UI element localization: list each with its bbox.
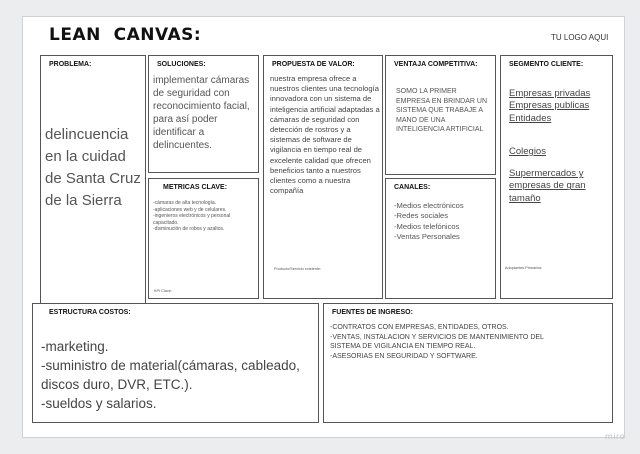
metricas-item: -disminución de robos y azaltos. (153, 226, 225, 232)
ventaja-box[interactable] (385, 55, 496, 175)
segmento-item: Empresas privadas (509, 88, 591, 99)
metricas-footer: KPI Clave: (154, 289, 172, 293)
segmento-group1 (509, 88, 613, 125)
canales-header: CANALES: (394, 184, 431, 191)
segmento-item: Empresas publicas (509, 100, 590, 112)
segmento-item-colegios: Colegios (509, 146, 546, 157)
ingresos-header: FUENTES DE INGRESO: (332, 309, 413, 316)
costos-item: -sueldos y salarios. (41, 396, 157, 411)
problema-header: PROBLEMA: (49, 61, 92, 68)
ingresos-item: -VENTAS, INSTALACION Y SERVICIOS DE MANTENIMIENTO DEL SISTEMA DE VIGILANCIA EN TIEMPO REAL. (330, 333, 544, 351)
metricas-item: -cámaras de alta tecnología. (153, 200, 217, 206)
propuesta-box[interactable] (263, 55, 383, 299)
propuesta-footer: Producto/Servicio existente: (274, 267, 322, 271)
segmento-item: Entidades (509, 112, 552, 124)
canales-list (394, 201, 494, 242)
costos-item: -marketing. (41, 339, 109, 354)
propuesta-text: nuestra empresa ofrece a nuestros clientes una tecnología innovadora con un sistema de inteligencia artificial adaptadas a cámaras de seguridad con detección de rostros y a sistemas de software de vigilancia en tiempo real de excelente calidad que ofrecen beneficios tanto a nuestros clientes como a nuestra compañía (270, 74, 380, 196)
metricas-item: -aplicaciones web y de celulares. (153, 206, 227, 213)
metricas-header: METRICAS CLAVE: (163, 184, 228, 191)
soluciones-text: implementar cámaras de seguridad con reconocimiento facial, para así poder identificar a delincuentes. (153, 75, 250, 151)
canales-item: -Medios electrónicos (394, 201, 464, 210)
ingresos-item: -CONTRATOS CON EMPRESAS, ENTIDADES, OTROS. (330, 324, 509, 331)
costos-header: ESTRUCTURA COSTOS: (49, 309, 131, 316)
costos-list (41, 337, 313, 413)
ventaja-header: VENTAJA COMPETITIVA: (394, 61, 478, 68)
segmento-box[interactable] (500, 55, 613, 299)
segmento-footer: Adoptantes Primarios: (505, 266, 543, 270)
canales-item: -Redes sociales (394, 211, 449, 221)
problema-box[interactable] (40, 55, 146, 307)
canales-item: -Medios telefónicos (394, 221, 460, 231)
ventaja-text: SOMO LA PRIMER EMPRESA EN BRINDAR UN SISTEMA QUE TRABAJE A MANO DE UNA INTELIGENCIA ARTIFICIAL (396, 88, 488, 133)
segmento-item-supermercados: Supermercados y empresas de gran tamaño (509, 168, 586, 204)
metricas-box[interactable] (148, 178, 259, 299)
propuesta-header: PROPUESTA DE VALOR: (272, 61, 355, 68)
costos-box[interactable] (32, 303, 319, 423)
segmento-header: SEGMENTO CLIENTE: (509, 61, 584, 68)
canales-item: -Ventas Personales (394, 231, 460, 241)
ingresos-item: -ASESORIAS EN SEGURIDAD Y SOFTWARE. (330, 352, 478, 360)
ingresos-box[interactable] (323, 303, 613, 423)
miro-watermark: miro (605, 432, 626, 441)
canvas-title: LEAN CANVAS: (49, 25, 202, 45)
problema-text: delincuencia en la cuidad de Santa Cruz de la Sierra (45, 126, 141, 209)
soluciones-box[interactable] (148, 55, 259, 173)
costos-item: -suministro de material(cámaras, cableado, discos duro, DVR, ETC.). (41, 358, 300, 392)
canales-box[interactable] (385, 178, 496, 299)
ingresos-list (330, 323, 558, 361)
logo-placeholder: TU LOGO AQUI (551, 33, 609, 42)
soluciones-header: SOLUCIONES: (157, 61, 206, 68)
lean-canvas-board (22, 16, 625, 438)
metricas-item: -ingenieros electrónicos y personal capacitado. (153, 213, 231, 226)
metricas-list (153, 200, 255, 233)
